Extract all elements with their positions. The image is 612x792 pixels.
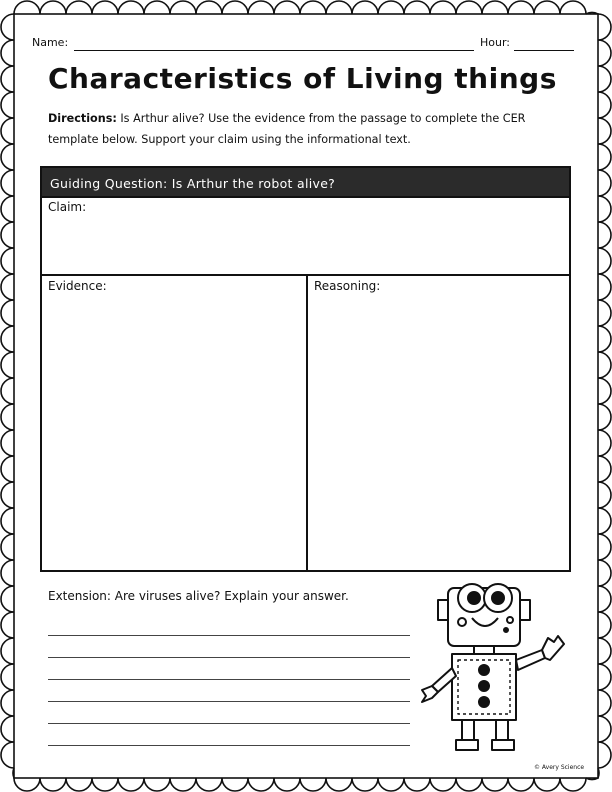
evidence-label: Evidence:	[48, 279, 107, 293]
page-title: Characteristics of Living things	[48, 62, 557, 95]
name-label: Name:	[32, 36, 69, 49]
answer-line[interactable]	[48, 701, 410, 702]
hour-field[interactable]	[514, 36, 574, 51]
name-field[interactable]	[74, 36, 474, 51]
robot-illustration	[418, 578, 578, 756]
answer-line[interactable]	[48, 745, 410, 746]
guiding-question-bar	[40, 166, 571, 198]
claim-label: Claim:	[48, 200, 87, 214]
extension-prompt: Extension: Are viruses alive? Explain your answer.	[48, 589, 349, 603]
hour-label: Hour:	[480, 36, 511, 49]
evidence-box[interactable]	[40, 274, 308, 572]
directions-text: Is Arthur alive? Use the evidence from the passage to complete the CER template below. Support your claim using the informational text.	[48, 112, 526, 146]
answer-line[interactable]	[48, 635, 410, 636]
directions-lead: Directions:	[48, 112, 117, 125]
guiding-question: Guiding Question: Is Arthur the robot alive?	[50, 176, 336, 191]
reasoning-label: Reasoning:	[314, 279, 381, 293]
claim-box[interactable]	[40, 196, 571, 276]
answer-line[interactable]	[48, 723, 410, 724]
answer-line[interactable]	[48, 679, 410, 680]
reasoning-box[interactable]	[306, 274, 571, 572]
credit: © Avery Science	[534, 764, 585, 771]
directions	[48, 108, 568, 150]
answer-line[interactable]	[48, 657, 410, 658]
